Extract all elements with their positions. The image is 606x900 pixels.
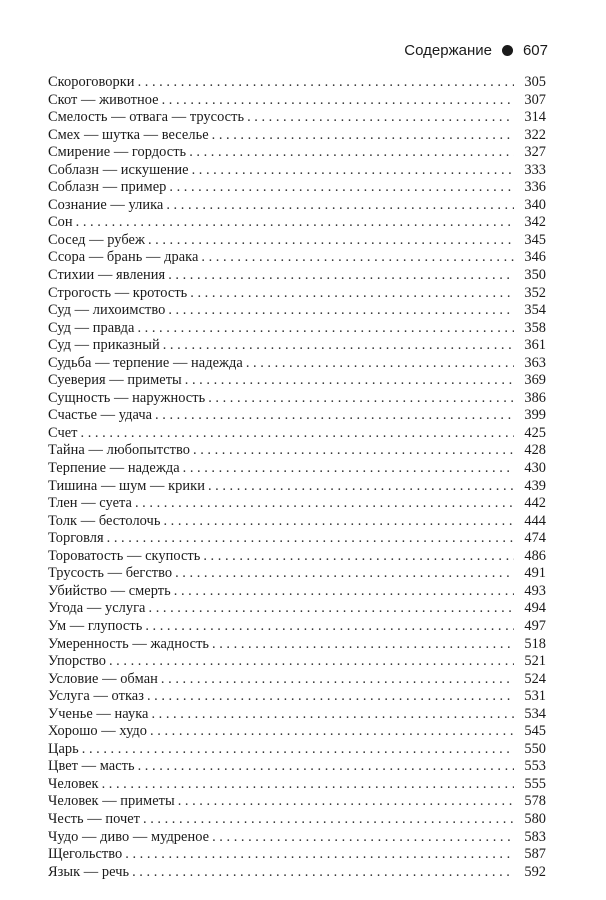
dot-leader xyxy=(155,407,514,425)
toc-entry xyxy=(48,162,546,180)
dot-leader xyxy=(185,372,514,390)
toc-entry-title: Трусость — бегство xyxy=(48,565,173,582)
toc-entry-title: Соблазн — пример xyxy=(48,179,167,196)
toc-entry-title: Счастье — удача xyxy=(48,407,153,424)
dot-leader xyxy=(109,653,514,671)
toc-entry-title: Смех — шутка — веселье xyxy=(48,126,209,143)
toc-entry xyxy=(48,565,546,583)
dot-leader xyxy=(151,706,514,724)
table-of-contents xyxy=(48,74,546,881)
dot-leader xyxy=(82,741,514,759)
toc-entry xyxy=(48,513,546,531)
toc-entry-page: 342 xyxy=(524,214,546,231)
toc-entry xyxy=(48,811,546,829)
toc-entry xyxy=(48,478,546,496)
dot-leader xyxy=(183,460,514,478)
dot-leader xyxy=(201,249,514,267)
toc-entry-page: 322 xyxy=(524,126,546,143)
dot-leader xyxy=(148,232,514,250)
toc-entry-page: 430 xyxy=(524,460,546,477)
dot-leader xyxy=(161,671,514,689)
dot-leader xyxy=(208,478,514,496)
toc-entry-page: 305 xyxy=(524,74,546,90)
toc-entry xyxy=(48,302,546,320)
toc-entry xyxy=(48,407,546,425)
toc-entry xyxy=(48,706,546,724)
dot-leader xyxy=(212,829,514,847)
toc-entry-page: 518 xyxy=(524,635,546,652)
toc-entry xyxy=(48,267,546,285)
toc-entry xyxy=(48,355,546,373)
toc-entry-title: Тайна — любопытство xyxy=(48,442,190,459)
toc-entry-page: 358 xyxy=(524,319,546,336)
toc-entry-title: Тишина — шум — крики xyxy=(48,477,205,494)
toc-entry-title: Судьба — терпение — надежда xyxy=(48,354,243,371)
toc-entry xyxy=(48,390,546,408)
dot-leader xyxy=(143,811,514,829)
toc-entry xyxy=(48,285,546,303)
dot-leader xyxy=(168,302,514,320)
toc-entry-title: Суд — лихоимство xyxy=(48,302,166,319)
running-header xyxy=(404,42,548,59)
toc-entry-page: 386 xyxy=(524,389,546,406)
dot-leader xyxy=(135,495,514,513)
toc-entry-title: Честь — почет xyxy=(48,810,141,827)
dot-leader xyxy=(147,688,514,706)
toc-entry xyxy=(48,793,546,811)
toc-entry xyxy=(48,197,546,215)
toc-entry xyxy=(48,864,546,882)
toc-entry-page: 580 xyxy=(524,810,546,827)
toc-entry xyxy=(48,109,546,127)
toc-entry xyxy=(48,179,546,197)
toc-entry-page: 333 xyxy=(524,161,546,178)
dot-leader xyxy=(149,600,515,618)
toc-entry xyxy=(48,583,546,601)
toc-entry-page: 428 xyxy=(524,442,546,459)
toc-entry-page: 444 xyxy=(524,512,546,529)
toc-entry-title: Смелость — отвага — трусость xyxy=(48,109,245,126)
dot-leader xyxy=(138,758,514,776)
toc-entry-page: 354 xyxy=(524,302,546,319)
dot-leader xyxy=(178,793,514,811)
toc-entry xyxy=(48,425,546,443)
toc-entry-title: Язык — речь xyxy=(48,863,130,880)
toc-entry xyxy=(48,127,546,145)
toc-entry-title: Суд — приказный xyxy=(48,337,160,354)
toc-entry-page: 442 xyxy=(524,495,546,512)
toc-entry-page: 352 xyxy=(524,284,546,301)
toc-entry xyxy=(48,442,546,460)
dot-leader xyxy=(102,776,514,794)
toc-entry xyxy=(48,741,546,759)
toc-entry xyxy=(48,776,546,794)
toc-entry-page: 399 xyxy=(524,407,546,424)
toc-entry-title: Угода — услуга xyxy=(48,600,146,617)
dot-leader xyxy=(174,583,514,601)
toc-entry-title: Скороговорки xyxy=(48,74,135,90)
toc-entry-title: Тороватость — скупость xyxy=(48,547,201,564)
toc-entry-page: 583 xyxy=(524,828,546,845)
toc-entry-title: Сущность — наружность xyxy=(48,389,206,406)
toc-entry-title: Толк — бестолочь xyxy=(48,512,161,529)
dot-leader xyxy=(190,285,514,303)
dot-leader xyxy=(169,179,514,197)
toc-entry-page: 555 xyxy=(524,775,546,792)
toc-entry xyxy=(48,337,546,355)
toc-entry xyxy=(48,723,546,741)
toc-entry xyxy=(48,320,546,338)
toc-entry-title: Цвет — масть xyxy=(48,758,135,775)
toc-entry-title: Человек xyxy=(48,775,99,792)
toc-entry-page: 363 xyxy=(524,354,546,371)
toc-entry xyxy=(48,688,546,706)
dot-leader xyxy=(208,390,514,408)
toc-entry xyxy=(48,758,546,776)
toc-entry-title: Скот — животное xyxy=(48,91,159,108)
toc-entry-page: 307 xyxy=(524,91,546,108)
toc-entry-page: 497 xyxy=(524,617,546,634)
dot-leader xyxy=(246,355,514,373)
toc-entry xyxy=(48,92,546,110)
toc-entry-title: Торговля xyxy=(48,530,104,547)
dot-leader xyxy=(145,618,514,636)
toc-entry-title: Убийство — смерть xyxy=(48,582,171,599)
toc-entry-title: Чудо — диво — мудреное xyxy=(48,828,210,845)
toc-entry-page: 587 xyxy=(524,846,546,863)
toc-entry xyxy=(48,846,546,864)
toc-entry-title: Умеренность — жадность xyxy=(48,635,210,652)
toc-entry-page: 553 xyxy=(524,758,546,775)
toc-entry-title: Соблазн — искушение xyxy=(48,161,189,178)
dot-leader xyxy=(175,565,514,583)
toc-entry-page: 578 xyxy=(524,793,546,810)
dot-leader xyxy=(212,127,514,145)
toc-entry-title: Условие — обман xyxy=(48,670,158,687)
toc-entry-page: 474 xyxy=(524,530,546,547)
toc-entry xyxy=(48,74,546,92)
toc-entry-page: 524 xyxy=(524,670,546,687)
dot-leader xyxy=(81,425,514,443)
bullet-dot-icon xyxy=(502,45,513,56)
toc-entry-title: Человек — приметы xyxy=(48,793,175,810)
toc-entry-page: 327 xyxy=(524,144,546,161)
toc-entry xyxy=(48,600,546,618)
toc-entry-page: 486 xyxy=(524,547,546,564)
dot-leader xyxy=(132,864,514,882)
toc-entry-page: 439 xyxy=(524,477,546,494)
toc-entry xyxy=(48,653,546,671)
toc-entry-title: Ум — глупость xyxy=(48,617,143,634)
toc-entry-page: 592 xyxy=(524,863,546,880)
dot-leader xyxy=(168,267,514,285)
toc-entry xyxy=(48,530,546,548)
toc-entry-title: Ссора — брань — драка xyxy=(48,249,199,266)
dot-leader xyxy=(247,109,514,127)
toc-entry-title: Царь xyxy=(48,740,79,757)
dot-leader xyxy=(137,320,514,338)
toc-entry-page: 361 xyxy=(524,337,546,354)
toc-entry-title: Сознание — улика xyxy=(48,196,164,213)
toc-entry-page: 491 xyxy=(524,565,546,582)
dot-leader xyxy=(138,74,514,92)
dot-leader xyxy=(163,337,514,355)
dot-leader xyxy=(189,144,514,162)
dot-leader xyxy=(163,513,514,531)
toc-entry-page: 345 xyxy=(524,231,546,248)
section-title: Содержание xyxy=(404,42,492,59)
toc-entry-title: Хорошо — худо xyxy=(48,723,148,740)
page-number: 607 xyxy=(522,42,548,59)
toc-entry-title: Терпение — надежда xyxy=(48,460,180,477)
toc-entry-page: 534 xyxy=(524,705,546,722)
dot-leader xyxy=(203,548,514,566)
toc-entry-page: 340 xyxy=(524,196,546,213)
toc-entry xyxy=(48,618,546,636)
toc-entry-title: Суеверия — приметы xyxy=(48,372,182,389)
toc-entry-title: Смирение — гордость xyxy=(48,144,187,161)
toc-entry-title: Тлен — суета xyxy=(48,495,132,512)
dot-leader xyxy=(76,214,514,232)
dot-leader xyxy=(166,197,514,215)
toc-entry-title: Ученье — наука xyxy=(48,705,149,722)
dot-leader xyxy=(150,723,514,741)
toc-entry-page: 350 xyxy=(524,267,546,284)
toc-entry-title: Сон xyxy=(48,214,73,231)
toc-entry-page: 369 xyxy=(524,372,546,389)
toc-entry-title: Услуга — отказ xyxy=(48,688,144,705)
dot-leader xyxy=(125,846,514,864)
toc-entry xyxy=(48,144,546,162)
dot-leader xyxy=(192,162,514,180)
toc-entry-page: 493 xyxy=(524,582,546,599)
toc-entry xyxy=(48,372,546,390)
toc-entry-page: 346 xyxy=(524,249,546,266)
toc-entry-page: 521 xyxy=(524,653,546,670)
dot-leader xyxy=(107,530,514,548)
toc-entry xyxy=(48,548,546,566)
dot-leader xyxy=(212,636,514,654)
toc-entry-page: 494 xyxy=(524,600,546,617)
toc-entry-page: 531 xyxy=(524,688,546,705)
toc-entry-title: Стихии — явления xyxy=(48,267,166,284)
toc-entry-title: Упорство xyxy=(48,653,106,670)
toc-entry-title: Сосед — рубеж xyxy=(48,231,145,248)
toc-entry xyxy=(48,495,546,513)
toc-entry-page: 336 xyxy=(524,179,546,196)
dot-leader xyxy=(193,442,514,460)
toc-entry xyxy=(48,829,546,847)
toc-entry-page: 314 xyxy=(524,109,546,126)
toc-entry-page: 545 xyxy=(524,723,546,740)
toc-entry xyxy=(48,232,546,250)
toc-entry xyxy=(48,636,546,654)
toc-entry-title: Счет xyxy=(48,424,78,441)
toc-entry xyxy=(48,249,546,267)
toc-entry-title: Строгость — кротость xyxy=(48,284,188,301)
toc-entry xyxy=(48,460,546,478)
dot-leader xyxy=(162,92,514,110)
toc-entry-title: Щегольство xyxy=(48,846,123,863)
toc-entry xyxy=(48,671,546,689)
toc-entry xyxy=(48,214,546,232)
toc-entry-page: 425 xyxy=(524,424,546,441)
toc-entry-title: Суд — правда xyxy=(48,319,135,336)
toc-entry-page: 550 xyxy=(524,740,546,757)
